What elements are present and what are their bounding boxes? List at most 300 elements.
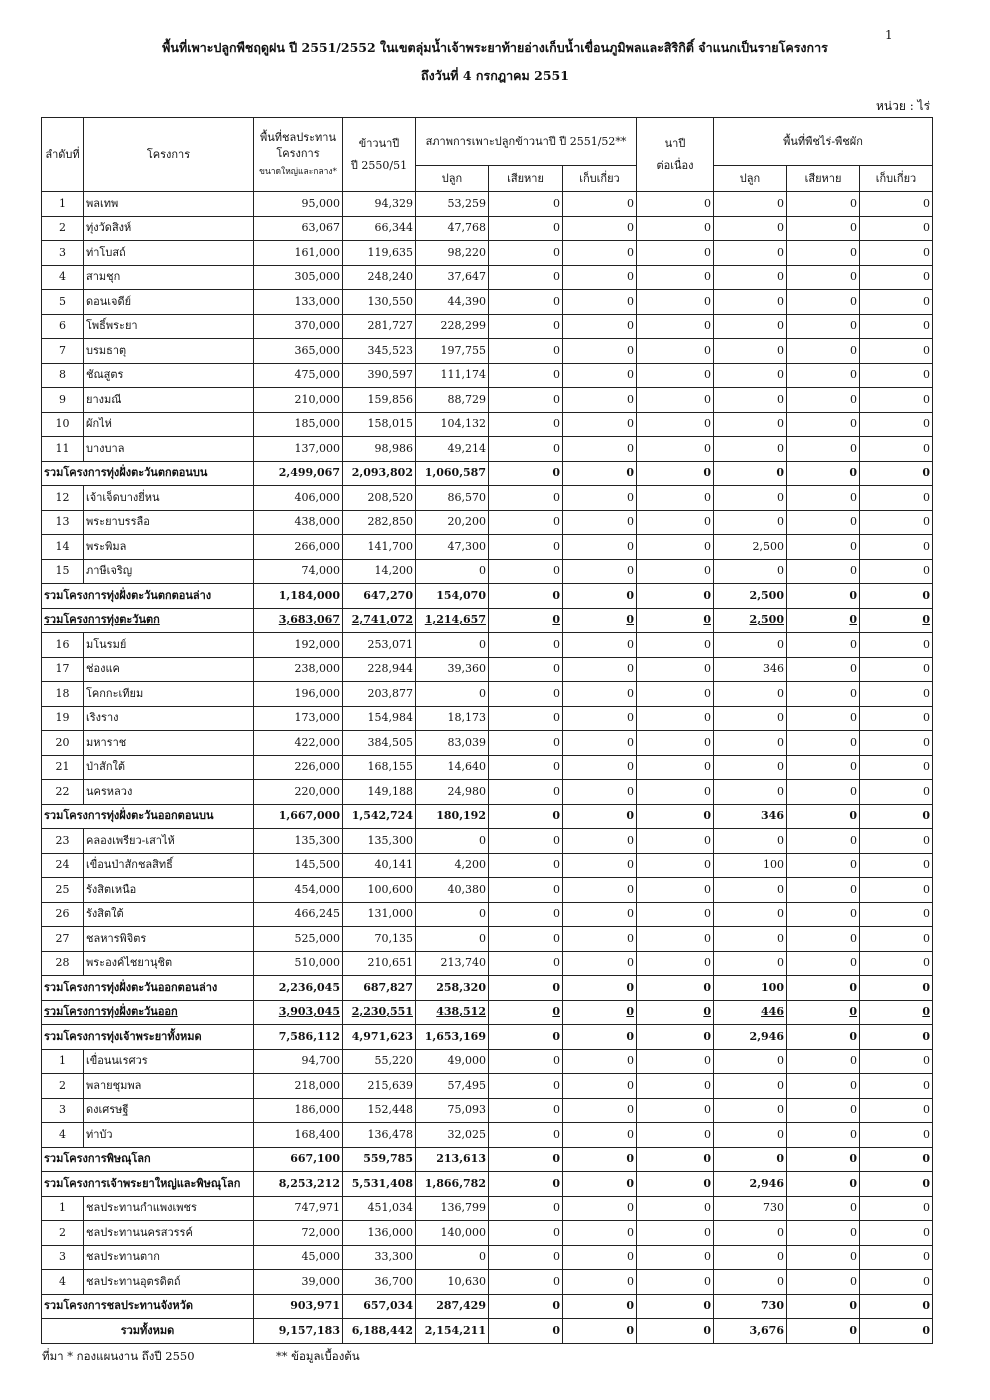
cell-cont: 0 — [637, 1294, 714, 1319]
cell-fp: 0 — [714, 339, 787, 364]
cell-fh: 0 — [860, 927, 933, 952]
cell-area: 45,000 — [254, 1245, 343, 1270]
cell-harv: 0 — [563, 192, 637, 217]
table-row — [42, 902, 933, 927]
table-row — [42, 290, 933, 315]
cell-fd: 0 — [787, 1147, 860, 1172]
cell-area: 9,157,183 — [254, 1319, 343, 1344]
header-planted: ปลูก — [416, 166, 489, 192]
cell-prev: 94,329 — [343, 192, 416, 217]
cell-fh: 0 — [860, 1074, 933, 1099]
cell-area: 667,100 — [254, 1147, 343, 1172]
cell-fh: 0 — [860, 535, 933, 560]
cell-fp: 0 — [714, 192, 787, 217]
cell-plant: 154,070 — [416, 584, 489, 609]
table-row — [42, 241, 933, 266]
cell-dmg: 0 — [489, 216, 563, 241]
subtotal-label: รวมโครงการทุ่งฝั่งตะวันตกตอนบน — [42, 461, 254, 486]
cell-prev: 2,230,551 — [343, 1000, 416, 1025]
cell-cont: 0 — [637, 339, 714, 364]
cell-prev: 119,635 — [343, 241, 416, 266]
cell-plant: 24,980 — [416, 780, 489, 805]
cell-prev: 647,270 — [343, 584, 416, 609]
cell-fh: 0 — [860, 363, 933, 388]
cell-plant: 4,200 — [416, 853, 489, 878]
cell-fd: 0 — [787, 241, 860, 266]
project-name: บางบาล — [84, 437, 254, 462]
planting-area-table — [41, 117, 933, 1344]
cell-area: 72,000 — [254, 1221, 343, 1246]
project-name: ท่าบัว — [84, 1123, 254, 1148]
subtotal-label: รวมโครงการชลประทานจังหวัด — [42, 1294, 254, 1319]
cell-area: 95,000 — [254, 192, 343, 217]
cell-fd: 0 — [787, 755, 860, 780]
cell-fp: 0 — [714, 265, 787, 290]
project-name: เจ้าเจ็ดบางยี่หน — [84, 486, 254, 511]
cell-fd: 0 — [787, 510, 860, 535]
cell-dmg: 0 — [489, 633, 563, 658]
cell-prev: 657,034 — [343, 1294, 416, 1319]
cell-fd: 0 — [787, 1196, 860, 1221]
project-name: สามชุก — [84, 265, 254, 290]
cell-fp: 0 — [714, 559, 787, 584]
cell-fh: 0 — [860, 1098, 933, 1123]
cell-area: 475,000 — [254, 363, 343, 388]
cell-harv: 0 — [563, 486, 637, 511]
cell-fp: 0 — [714, 437, 787, 462]
cell-fh: 0 — [860, 1147, 933, 1172]
cell-plant: 0 — [416, 1245, 489, 1270]
cell-fp: 2,946 — [714, 1172, 787, 1197]
project-name: ช่องแค — [84, 657, 254, 682]
cell-fp: 0 — [714, 706, 787, 731]
cell-fp: 0 — [714, 927, 787, 952]
cell-area: 7,586,112 — [254, 1025, 343, 1050]
cell-fd: 0 — [787, 853, 860, 878]
row-number: 18 — [42, 682, 84, 707]
project-name: ดงเศรษฐี — [84, 1098, 254, 1123]
table-row — [42, 559, 933, 584]
cell-harv: 0 — [563, 657, 637, 682]
cell-fh: 0 — [860, 1196, 933, 1221]
header-irrigated-area-line3: ขนาดใหญ่และกลาง* — [259, 166, 337, 177]
cell-dmg: 0 — [489, 241, 563, 266]
table-row — [42, 1196, 933, 1221]
cell-fd: 0 — [787, 461, 860, 486]
cell-fp: 100 — [714, 853, 787, 878]
cell-dmg: 0 — [489, 192, 563, 217]
subtotal-row — [42, 1025, 933, 1050]
cell-cont: 0 — [637, 1196, 714, 1221]
cell-harv: 0 — [563, 1098, 637, 1123]
cell-dmg: 0 — [489, 486, 563, 511]
cell-area: 220,000 — [254, 780, 343, 805]
cell-harv: 0 — [563, 976, 637, 1001]
cell-dmg: 0 — [489, 1221, 563, 1246]
cell-fh: 0 — [860, 1319, 933, 1344]
project-name: ท่าโบสถ์ — [84, 241, 254, 266]
cell-prev: 100,600 — [343, 878, 416, 903]
cell-cont: 0 — [637, 608, 714, 633]
cell-prev: 141,700 — [343, 535, 416, 560]
cell-plant: 1,060,587 — [416, 461, 489, 486]
project-name: ชลประทานตาก — [84, 1245, 254, 1270]
cell-area: 365,000 — [254, 339, 343, 364]
project-name: ชลประทานกำแพงเพชร — [84, 1196, 254, 1221]
subtotal-label: รวมโครงการทุ่งเจ้าพระยาทั้งหมด — [42, 1025, 254, 1050]
row-number: 23 — [42, 829, 84, 854]
cell-fh: 0 — [860, 1245, 933, 1270]
cell-dmg: 0 — [489, 1270, 563, 1295]
cell-area: 238,000 — [254, 657, 343, 682]
table-row — [42, 633, 933, 658]
cell-plant: 18,173 — [416, 706, 489, 731]
cell-prev: 451,034 — [343, 1196, 416, 1221]
cell-dmg: 0 — [489, 1294, 563, 1319]
row-number: 24 — [42, 853, 84, 878]
cell-cont: 0 — [637, 461, 714, 486]
cell-fd: 0 — [787, 1000, 860, 1025]
cell-plant: 88,729 — [416, 388, 489, 413]
cell-area: 137,000 — [254, 437, 343, 462]
cell-area: 1,184,000 — [254, 584, 343, 609]
table-row — [42, 780, 933, 805]
cell-fp: 2,500 — [714, 584, 787, 609]
subtotal-row — [42, 1000, 933, 1025]
header-continuous-line2: ต่อเนื่อง — [656, 158, 694, 172]
cell-dmg: 0 — [489, 608, 563, 633]
cell-harv: 0 — [563, 363, 637, 388]
cell-fp: 0 — [714, 461, 787, 486]
project-name: ป่าสักใต้ — [84, 755, 254, 780]
cell-cont: 0 — [637, 682, 714, 707]
cell-cont: 0 — [637, 584, 714, 609]
cell-dmg: 0 — [489, 804, 563, 829]
cell-cont: 0 — [637, 1270, 714, 1295]
project-name: นครหลวง — [84, 780, 254, 805]
project-name: ชลประทานอุตรดิตถ์ — [84, 1270, 254, 1295]
cell-plant: 98,220 — [416, 241, 489, 266]
cell-plant: 228,299 — [416, 314, 489, 339]
cell-prev: 36,700 — [343, 1270, 416, 1295]
cell-dmg: 0 — [489, 1000, 563, 1025]
cell-fp: 0 — [714, 388, 787, 413]
cell-area: 173,000 — [254, 706, 343, 731]
table-row — [42, 755, 933, 780]
cell-area: 145,500 — [254, 853, 343, 878]
cell-harv: 0 — [563, 1049, 637, 1074]
cell-plant: 10,630 — [416, 1270, 489, 1295]
cell-fh: 0 — [860, 853, 933, 878]
header-rice-prev-line1: ข้าวนาปี — [358, 136, 400, 150]
cell-cont: 0 — [637, 902, 714, 927]
cell-fd: 0 — [787, 780, 860, 805]
cell-prev: 136,000 — [343, 1221, 416, 1246]
row-number: 6 — [42, 314, 84, 339]
cell-plant: 47,300 — [416, 535, 489, 560]
cell-area: 39,000 — [254, 1270, 343, 1295]
header-rice-prev — [343, 118, 416, 192]
cell-plant: 213,613 — [416, 1147, 489, 1172]
cell-cont: 0 — [637, 535, 714, 560]
cell-plant: 104,132 — [416, 412, 489, 437]
project-name: ชลหารพิจิตร — [84, 927, 254, 952]
cell-harv: 0 — [563, 1294, 637, 1319]
cell-dmg: 0 — [489, 1098, 563, 1123]
cell-plant: 287,429 — [416, 1294, 489, 1319]
cell-dmg: 0 — [489, 878, 563, 903]
cell-cont: 0 — [637, 1025, 714, 1050]
header-rice-status: สภาพการเพาะปลูกข้าวนาปี ปี 2551/52** — [416, 118, 637, 166]
cell-fp: 0 — [714, 290, 787, 315]
cell-area: 266,000 — [254, 535, 343, 560]
header-continuous — [637, 118, 714, 192]
cell-cont: 0 — [637, 755, 714, 780]
grand-total-label: รวมทั้งหมด — [42, 1319, 254, 1344]
cell-fd: 0 — [787, 976, 860, 1001]
cell-dmg: 0 — [489, 731, 563, 756]
row-number: 4 — [42, 265, 84, 290]
cell-cont: 0 — [637, 290, 714, 315]
header-fc-damaged: เสียหาย — [787, 166, 860, 192]
cell-harv: 0 — [563, 339, 637, 364]
cell-cont: 0 — [637, 192, 714, 217]
cell-prev: 158,015 — [343, 412, 416, 437]
cell-harv: 0 — [563, 853, 637, 878]
cell-plant: 37,647 — [416, 265, 489, 290]
cell-area: 133,000 — [254, 290, 343, 315]
cell-fd: 0 — [787, 290, 860, 315]
cell-fp: 0 — [714, 1270, 787, 1295]
cell-area: 210,000 — [254, 388, 343, 413]
header-no: ลำดับที่ — [42, 118, 84, 192]
cell-fh: 0 — [860, 412, 933, 437]
cell-fh: 0 — [860, 1172, 933, 1197]
table-row — [42, 1245, 933, 1270]
cell-area: 218,000 — [254, 1074, 343, 1099]
cell-fd: 0 — [787, 633, 860, 658]
cell-cont: 0 — [637, 804, 714, 829]
cell-fh: 0 — [860, 461, 933, 486]
cell-harv: 0 — [563, 241, 637, 266]
table-row — [42, 192, 933, 217]
cell-area: 185,000 — [254, 412, 343, 437]
cell-prev: 390,597 — [343, 363, 416, 388]
project-name: รังสิตเหนือ — [84, 878, 254, 903]
cell-cont: 0 — [637, 853, 714, 878]
cell-fp: 0 — [714, 1221, 787, 1246]
cell-fp: 0 — [714, 755, 787, 780]
cell-dmg: 0 — [489, 1172, 563, 1197]
cell-dmg: 0 — [489, 1196, 563, 1221]
cell-fd: 0 — [787, 1172, 860, 1197]
row-number: 28 — [42, 951, 84, 976]
cell-fd: 0 — [787, 1221, 860, 1246]
cell-area: 226,000 — [254, 755, 343, 780]
project-name: บรมธาตุ — [84, 339, 254, 364]
cell-prev: 559,785 — [343, 1147, 416, 1172]
cell-fh: 0 — [860, 437, 933, 462]
cell-area: 186,000 — [254, 1098, 343, 1123]
cell-harv: 0 — [563, 1270, 637, 1295]
project-name: โพธิ์พระยา — [84, 314, 254, 339]
cell-dmg: 0 — [489, 853, 563, 878]
cell-area: 406,000 — [254, 486, 343, 511]
cell-fh: 0 — [860, 1000, 933, 1025]
cell-fd: 0 — [787, 1098, 860, 1123]
cell-fd: 0 — [787, 1049, 860, 1074]
table-row — [42, 927, 933, 952]
cell-fd: 0 — [787, 657, 860, 682]
cell-plant: 44,390 — [416, 290, 489, 315]
row-number: 3 — [42, 1245, 84, 1270]
cell-harv: 0 — [563, 608, 637, 633]
cell-fp: 100 — [714, 976, 787, 1001]
cell-plant: 83,039 — [416, 731, 489, 756]
cell-harv: 0 — [563, 1074, 637, 1099]
cell-harv: 0 — [563, 1000, 637, 1025]
table-row — [42, 437, 933, 462]
cell-dmg: 0 — [489, 363, 563, 388]
cell-dmg: 0 — [489, 829, 563, 854]
cell-harv: 0 — [563, 216, 637, 241]
cell-prev: 40,141 — [343, 853, 416, 878]
cell-fp: 3,676 — [714, 1319, 787, 1344]
project-name: พระยาบรรลือ — [84, 510, 254, 535]
cell-prev: 210,651 — [343, 951, 416, 976]
project-name: เขื่อนป่าสักชลสิทธิ์ — [84, 853, 254, 878]
cell-cont: 0 — [637, 510, 714, 535]
cell-prev: 215,639 — [343, 1074, 416, 1099]
table-row — [42, 510, 933, 535]
cell-fp: 0 — [714, 241, 787, 266]
table-row — [42, 731, 933, 756]
cell-cont: 0 — [637, 1221, 714, 1246]
row-number: 1 — [42, 1196, 84, 1221]
cell-area: 63,067 — [254, 216, 343, 241]
cell-area: 168,400 — [254, 1123, 343, 1148]
cell-fh: 0 — [860, 633, 933, 658]
row-number: 21 — [42, 755, 84, 780]
header-fc-harvested: เก็บเกี่ยว — [860, 166, 933, 192]
cell-harv: 0 — [563, 314, 637, 339]
project-name: ดอนเจดีย์ — [84, 290, 254, 315]
cell-harv: 0 — [563, 461, 637, 486]
page-number: 1 — [885, 28, 893, 42]
cell-fh: 0 — [860, 1025, 933, 1050]
cell-fh: 0 — [860, 706, 933, 731]
cell-harv: 0 — [563, 559, 637, 584]
subtotal-label: รวมโครงการทุ่งฝั่งตะวันตกตอนล่าง — [42, 584, 254, 609]
cell-harv: 0 — [563, 682, 637, 707]
cell-area: 8,253,212 — [254, 1172, 343, 1197]
cell-fd: 0 — [787, 437, 860, 462]
table-row — [42, 1049, 933, 1074]
cell-fh: 0 — [860, 878, 933, 903]
cell-fh: 0 — [860, 314, 933, 339]
cell-area: 525,000 — [254, 927, 343, 952]
cell-fp: 346 — [714, 657, 787, 682]
header-continuous-line1: นาปี — [664, 136, 686, 150]
row-number: 14 — [42, 535, 84, 560]
cell-fd: 0 — [787, 927, 860, 952]
cell-dmg: 0 — [489, 388, 563, 413]
cell-fd: 0 — [787, 682, 860, 707]
subtotal-row — [42, 1172, 933, 1197]
table-row — [42, 853, 933, 878]
row-number: 22 — [42, 780, 84, 805]
cell-fp: 0 — [714, 731, 787, 756]
cell-fd: 0 — [787, 192, 860, 217]
cell-dmg: 0 — [489, 902, 563, 927]
subtotal-label: รวมโครงการทุ่งฝั่งตะวันออกตอนบน — [42, 804, 254, 829]
cell-harv: 0 — [563, 584, 637, 609]
cell-prev: 281,727 — [343, 314, 416, 339]
project-name: ชัณสูตร — [84, 363, 254, 388]
cell-fh: 0 — [860, 682, 933, 707]
table-row — [42, 878, 933, 903]
table-row — [42, 682, 933, 707]
cell-area: 3,903,045 — [254, 1000, 343, 1025]
cell-plant: 57,495 — [416, 1074, 489, 1099]
cell-fh: 0 — [860, 780, 933, 805]
cell-dmg: 0 — [489, 1074, 563, 1099]
cell-fd: 0 — [787, 216, 860, 241]
cell-harv: 0 — [563, 902, 637, 927]
cell-fp: 0 — [714, 216, 787, 241]
row-number: 13 — [42, 510, 84, 535]
subtotal-row — [42, 976, 933, 1001]
cell-dmg: 0 — [489, 535, 563, 560]
subtotal-row — [42, 584, 933, 609]
cell-prev: 6,188,442 — [343, 1319, 416, 1344]
cell-plant: 75,093 — [416, 1098, 489, 1123]
cell-dmg: 0 — [489, 706, 563, 731]
cell-dmg: 0 — [489, 1049, 563, 1074]
cell-area: 94,700 — [254, 1049, 343, 1074]
cell-fp: 0 — [714, 633, 787, 658]
cell-fd: 0 — [787, 1294, 860, 1319]
cell-harv: 0 — [563, 1319, 637, 1344]
cell-harv: 0 — [563, 1147, 637, 1172]
cell-cont: 0 — [637, 706, 714, 731]
cell-prev: 4,971,623 — [343, 1025, 416, 1050]
cell-fd: 0 — [787, 608, 860, 633]
cell-plant: 0 — [416, 559, 489, 584]
cell-cont: 0 — [637, 976, 714, 1001]
cell-cont: 0 — [637, 780, 714, 805]
row-number: 2 — [42, 1221, 84, 1246]
cell-fh: 0 — [860, 804, 933, 829]
cell-cont: 0 — [637, 363, 714, 388]
cell-fd: 0 — [787, 1270, 860, 1295]
cell-fd: 0 — [787, 706, 860, 731]
subtotal-row — [42, 1294, 933, 1319]
row-number: 15 — [42, 559, 84, 584]
cell-area: 1,667,000 — [254, 804, 343, 829]
cell-fd: 0 — [787, 584, 860, 609]
cell-dmg: 0 — [489, 437, 563, 462]
cell-prev: 70,135 — [343, 927, 416, 952]
cell-fp: 0 — [714, 510, 787, 535]
cell-plant: 0 — [416, 829, 489, 854]
cell-harv: 0 — [563, 1221, 637, 1246]
subtotal-label: รวมโครงการเจ้าพระยาใหญ่และพิษณุโลก — [42, 1172, 254, 1197]
row-number: 8 — [42, 363, 84, 388]
cell-harv: 0 — [563, 535, 637, 560]
cell-plant: 438,512 — [416, 1000, 489, 1025]
header-field-crops: พื้นที่พืชไร่-พืชผัก — [714, 118, 933, 166]
